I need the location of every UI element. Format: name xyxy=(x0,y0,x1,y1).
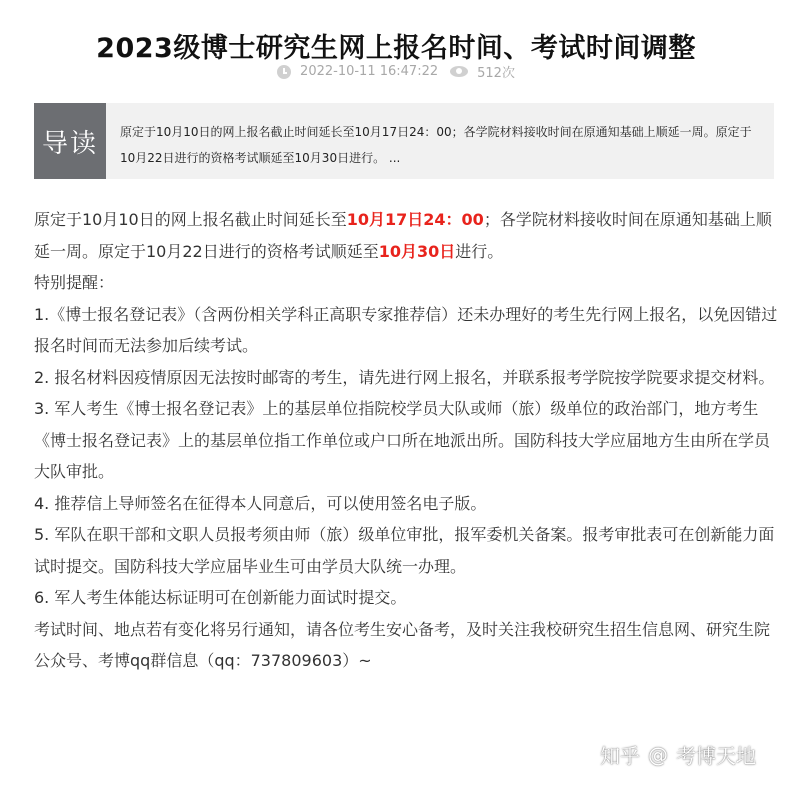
guide-box xyxy=(34,103,774,179)
article-title: 2023级博士研究生网上报名时间、考试时间调整 xyxy=(96,33,696,65)
deadline-highlight: 10月17日24：00 xyxy=(346,210,484,229)
exam-text-end: 进行。 xyxy=(455,241,504,261)
eye-icon xyxy=(450,66,468,77)
reminder-item-2: 2. 报名材料因疫情原因无法按时邮寄的考生，请先进行网上报名，并联系报考学院按学院要求提交材料。 xyxy=(34,367,775,387)
reminder-title: 特别提醒： xyxy=(34,273,115,292)
deadline-text: 原定于10月10日的网上报名截止时间延长至 xyxy=(34,210,347,229)
reminder-item-4: 4. 推荐信上导师签名在征得本人同意后，可以使用签名电子版。 xyxy=(34,493,487,513)
guide-tag: 导读 xyxy=(34,103,106,179)
clock-icon xyxy=(277,65,291,79)
view-count: 512次 xyxy=(477,66,515,81)
article-meta xyxy=(0,62,792,81)
watermark-site: 知乎 xyxy=(600,744,640,768)
reminder-item-1: 1.《博士报名登记表》（含两份相关学科正高职专家推荐信）还未办理好的考生先行网上报名，以免因错过报名时间而无法参加后续考试。 xyxy=(34,304,778,355)
exam-date-highlight: 10月30日 xyxy=(378,241,456,261)
exam-text: ；各学院材料接收时间在原通知基础上顺延一周。原定于10月22日进行的资格考试顺延至 xyxy=(34,210,772,261)
reminder-item-5: 5. 军队在职干部和文职人员报考须由师（旅）级单位审批，报军委机关备案。报考审批表可在创新能力面试时提交。国防科技大学应届毕业生可由学员大队统一办理。 xyxy=(34,525,775,576)
watermark-at: @ xyxy=(648,742,668,767)
paragraph-deadline xyxy=(34,204,778,267)
reminder-item-6: 6. 军人考生体能达标证明可在创新能力面试时提交。 xyxy=(34,588,407,607)
closing-paragraph: 考试时间、地点若有变化将另行通知，请各位考生安心备考，及时关注我校研究生招生信息网、研究生院公众号、考博qq群信息（qq：737809603）~ xyxy=(34,619,771,670)
reminder-item-3: 3. 军人考生《博士报名登记表》上的基层单位指院校学员大队或师（旅）级单位的政治部门，地方考生《博士报名登记表》上的基层单位指工作单位或户口所在地派出所。国防科技大学应届地方生由所在学员大队审批。 xyxy=(34,399,771,481)
zhihu-watermark xyxy=(600,740,756,769)
guide-summary: 原定于10月10日的网上报名截止时间延长至10月17日24：00；各学院材料接收时间在原通知基础上顺延一周。原定于10月22日进行的资格考试顺延至10月30日进行。 ... xyxy=(120,125,752,165)
watermark-author: 考博天地 xyxy=(676,744,756,768)
publish-date: 2022-10-11 16:47:22 xyxy=(300,64,439,79)
article-body xyxy=(34,204,778,677)
